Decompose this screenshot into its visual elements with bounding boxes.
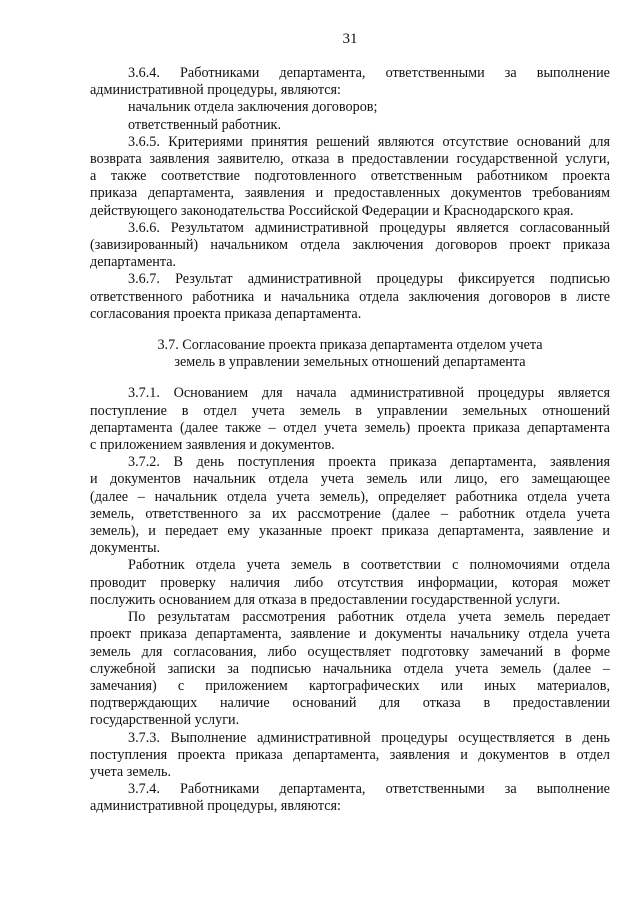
text-line: документы.	[90, 540, 161, 557]
text-line: а также соответствие подготовленного ответственным работником проекта	[90, 168, 610, 185]
text-line: департамента.	[90, 254, 177, 271]
text-line: приказа департамента, заявления и предоставленных документов требованиям	[90, 185, 610, 202]
text-line: земель, ответственного за их рассмотрение (далее – работник отдела учета	[90, 505, 610, 522]
text-line: административной процедуры, являются:	[90, 82, 341, 99]
section-heading-line: земель в управлении земельных отношений департамента	[174, 354, 526, 371]
text-line: согласования проекта приказа департамента.	[90, 305, 362, 322]
text-line: проводит проверку наличия либо отсутствия информации, которая может	[90, 574, 610, 591]
document-page	[90, 0, 610, 905]
text-line: земель), и передает ему указанные проект приказа департамента, заявление и	[90, 523, 610, 540]
text-line: служебной записки за подписью начальника отдела учета земель (далее –	[90, 660, 610, 677]
text-line: 3.6.4. Работниками департамента, ответственными за выполнение	[128, 65, 610, 81]
text-line: послужить основанием для отказа в предоставлении государственной услуги.	[90, 591, 561, 608]
text-line: Работник отдела учета земель в соответствии с полномочиями отдела	[128, 557, 610, 574]
text-line: 3.7.2. В день поступления проекта приказа департамента, заявления	[128, 454, 610, 471]
document-body	[90, 65, 610, 816]
text-line: начальник отдела заключения договоров;	[128, 99, 378, 116]
section-heading-line: 3.7. Согласование проекта приказа департамента отделом учета	[157, 337, 543, 354]
text-line: 3.6.5. Критериями принятия решений являются отсутствие оснований для	[128, 133, 610, 150]
text-line: подтверждающих наличие оснований для отказа в предоставлении	[90, 695, 610, 712]
page-number: 31	[342, 31, 358, 47]
text-line: проект приказа департамента, заявление и документы начальнику отдела учета	[90, 626, 610, 643]
text-line: 3.6.6. Результатом административной процедуры является согласованный	[128, 219, 610, 236]
text-line: учета земель.	[90, 763, 172, 780]
text-line: с приложением заявления и документов.	[90, 437, 335, 454]
text-line: По результатам рассмотрения работник отдела учета земель передает	[128, 609, 610, 626]
text-line: (завизированный) начальником отдела заключения договоров проект приказа	[90, 237, 610, 254]
text-line: ответственного работника и начальника отдела заключения договоров в листе	[90, 288, 610, 305]
text-line: и документов начальник отдела учета земель или лицо, его замещающее	[90, 471, 610, 488]
text-line: возврата заявления заявителю, отказа в предоставлении государственной услуги,	[90, 151, 610, 168]
text-line: земель для согласования, либо осуществляет подготовку замечаний в форме	[90, 643, 610, 660]
spacer	[90, 371, 610, 385]
text-line: 3.7.1. Основанием для начала административной процедуры является	[128, 385, 610, 402]
text-line: департамента (далее также – отдел учета земель) проекта приказа департамента	[90, 419, 610, 436]
text-line: административной процедуры, являются:	[90, 798, 341, 815]
text-line: ответственный работник.	[128, 116, 282, 133]
text-line: поступление в отдел учета земель в управлении земельных отношений	[90, 402, 610, 419]
text-line: замечания) с приложением картографических или иных материалов,	[90, 677, 610, 694]
text-line: государственной услуги.	[90, 712, 240, 729]
text-line: действующего законодательства Российской Федерации и Краснодарского края.	[90, 202, 574, 219]
text-line: 3.7.3. Выполнение административной процедуры осуществляется в день	[128, 729, 610, 746]
text-line: 3.7.4. Работниками департамента, ответственными за выполнение	[128, 781, 610, 798]
text-line: 3.6.7. Результат административной процедуры фиксируется подписью	[128, 271, 610, 288]
text-line: (далее – начальник отдела учета земель), определяет работника отдела учета	[90, 488, 610, 505]
spacer	[90, 323, 610, 337]
text-line: поступления проекта приказа департамента, заявления и документов в отдел	[90, 746, 610, 763]
